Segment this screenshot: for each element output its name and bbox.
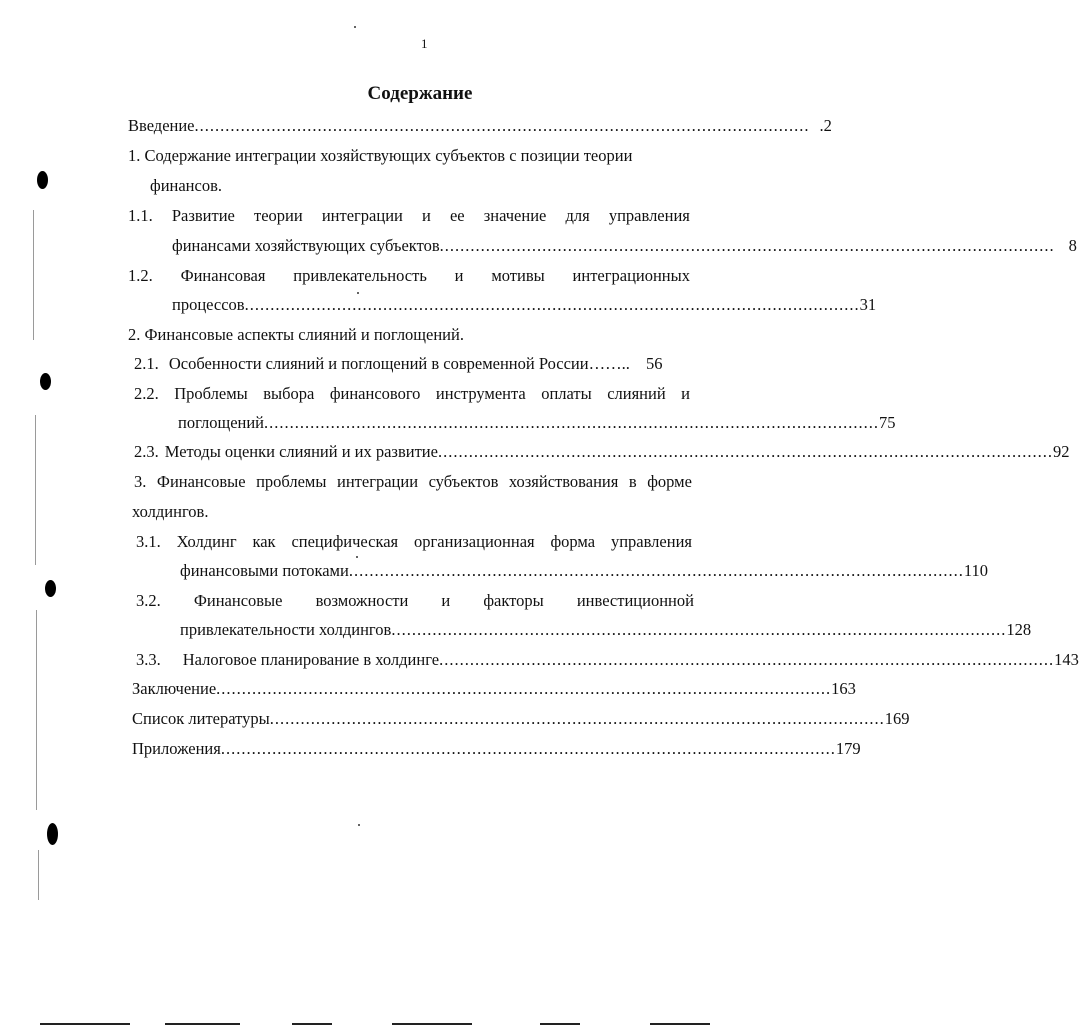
toc-word: ее	[449, 206, 465, 225]
toc-word: инвестиционной	[576, 591, 694, 610]
toc-chapter-3-cont: холдингов.	[132, 502, 209, 521]
scan-edge-line	[36, 610, 37, 810]
toc-word: и	[441, 591, 451, 610]
toc-leader: ........................................................................................................................	[216, 679, 832, 698]
toc-page: 179	[835, 739, 861, 758]
toc-word: как	[252, 532, 276, 551]
punch-hole-mark	[40, 373, 51, 390]
scan-speck	[357, 292, 359, 294]
toc-num: 2.2.	[134, 384, 159, 403]
toc-word: значение	[483, 206, 547, 225]
toc-label: Налоговое планирование в холдинге	[182, 650, 440, 669]
toc-word: управления	[608, 206, 690, 225]
toc-word: факторы	[483, 591, 544, 610]
toc-word: Развитие	[171, 206, 235, 225]
toc-word: форме	[647, 472, 692, 491]
toc-word: Финансовые	[193, 591, 283, 610]
toc-page: 110	[963, 561, 988, 580]
toc-page: 31	[859, 295, 877, 314]
toc-num: 2.1.	[134, 354, 159, 373]
toc-section-2-1	[134, 354, 662, 374]
toc-label: Приложения	[132, 739, 221, 758]
toc-word: управления	[610, 532, 692, 551]
toc-word: организационная	[414, 532, 535, 551]
toc-leader: ........................................................................................................................	[437, 442, 1053, 461]
toc-word: и	[681, 384, 690, 403]
toc-word: интеграционных	[572, 266, 690, 285]
toc-page: 75	[879, 413, 896, 432]
toc-leader: ........................................................................................................................	[348, 561, 964, 580]
toc-word: специфическая	[291, 532, 399, 551]
toc-num: 1.2.	[128, 266, 153, 285]
toc-word: и	[422, 206, 431, 225]
toc-section-3-1-cont	[180, 561, 988, 581]
toc-page: 163	[831, 679, 856, 698]
toc-label: Заключение	[132, 679, 217, 698]
toc-num: 3.1.	[136, 532, 161, 551]
toc-word: проблемы	[256, 472, 327, 491]
toc-leader: ........................................................................................................................	[391, 620, 1007, 639]
toc-leader: ........................................................................................................................	[194, 116, 810, 135]
toc-section-3-1	[136, 532, 692, 552]
toc-label: привлекательности холдингов	[180, 620, 392, 639]
toc-section-3-2-cont	[180, 620, 1032, 640]
toc-label: Особенности слияний и поглощений в современной России	[168, 354, 589, 373]
toc-section-1-2	[128, 266, 690, 286]
toc-word: возможности	[315, 591, 409, 610]
toc-page: 92	[1052, 442, 1070, 461]
punch-hole-mark	[47, 823, 58, 845]
page-title: Содержание	[367, 83, 473, 104]
toc-word: для	[565, 206, 590, 225]
toc-label: Введение	[128, 116, 195, 135]
toc-entry-conclusion	[132, 679, 856, 699]
toc-page: 143	[1054, 650, 1079, 669]
toc-label: финансовыми потоками	[180, 561, 349, 580]
toc-section-3-3	[136, 650, 1079, 670]
toc-word: финансового	[329, 384, 421, 403]
toc-word: теории	[254, 206, 303, 225]
toc-word: интеграции	[337, 472, 419, 491]
toc-word: хозяйствования	[508, 472, 619, 491]
toc-word: Финансовая	[180, 266, 266, 285]
toc-num: 3.2.	[136, 591, 161, 610]
toc-word: в	[628, 472, 637, 491]
toc-word: 3.	[134, 472, 147, 491]
toc-word: слияний	[607, 384, 666, 403]
toc-word: привлекательность	[293, 266, 427, 285]
toc-section-3-2	[136, 591, 694, 611]
toc-section-1-1	[128, 206, 690, 226]
toc-section-1-2-cont	[172, 295, 877, 315]
toc-label: поглощений	[178, 413, 265, 432]
scan-speck	[354, 26, 356, 28]
toc-chapter-2: 2. Финансовые аспекты слияний и поглощений.	[128, 325, 464, 344]
scan-edge-line	[38, 850, 39, 900]
toc-word: оплаты	[541, 384, 592, 403]
toc-label: Методы оценки слияний и их развитие	[164, 442, 438, 461]
scan-bottom-rule	[165, 1023, 240, 1025]
toc-label: процессов	[172, 295, 245, 314]
scan-bottom-rule	[392, 1023, 472, 1025]
scan-edge-line	[33, 210, 34, 340]
toc-page: 128	[1006, 620, 1032, 639]
toc-chapter-3	[134, 472, 692, 492]
scan-bottom-rule	[40, 1023, 130, 1025]
toc-word: инструмента	[435, 384, 526, 403]
scan-speck	[358, 824, 360, 826]
toc-entry-appendix	[132, 739, 861, 759]
toc-entry-literature	[132, 709, 910, 729]
punch-hole-mark	[45, 580, 56, 597]
toc-leader: ........................................................................................................................	[220, 739, 836, 758]
toc-section-2-2	[134, 384, 690, 404]
toc-word: субъектов	[428, 472, 499, 491]
toc-leader: ........................................................................................................................	[269, 709, 885, 728]
toc-num: 1.1.	[128, 206, 153, 225]
toc-word: мотивы	[491, 266, 545, 285]
scan-speck	[356, 556, 358, 558]
toc-page: 8	[1068, 236, 1077, 255]
toc-leader: ........................................................................................................................	[439, 236, 1055, 255]
toc-word: выбора	[263, 384, 315, 403]
scan-bottom-rule	[540, 1023, 580, 1025]
toc-chapter-1-cont: финансов.	[150, 176, 222, 195]
toc-page: 56	[645, 354, 663, 373]
toc-word: интеграции	[321, 206, 403, 225]
toc-leader: ........................................................................................................................	[264, 413, 880, 432]
toc-leader: ……..	[588, 354, 630, 373]
toc-section-2-2-cont	[178, 413, 896, 433]
toc-word: Холдинг	[176, 532, 237, 551]
toc-word: и	[454, 266, 464, 285]
toc-page: 169	[884, 709, 910, 728]
toc-num: 2.3.	[134, 442, 159, 461]
scan-edge-line	[35, 415, 36, 565]
toc-chapter-1: 1. Содержание интеграции хозяйствующих субъектов с позиции теории	[128, 146, 633, 165]
toc-section-2-3	[134, 442, 1070, 462]
toc-word: Финансовые	[156, 472, 246, 491]
toc-word: форма	[550, 532, 596, 551]
toc-label: Список литературы	[132, 709, 270, 728]
punch-hole-mark	[37, 171, 48, 189]
scan-bottom-rule	[650, 1023, 710, 1025]
toc-leader: ........................................................................................................................	[244, 295, 860, 314]
toc-entry-intro	[128, 116, 832, 136]
toc-label: финансами хозяйствующих субъектов	[172, 236, 440, 255]
toc-section-1-1-cont	[172, 236, 1077, 256]
scan-bottom-rule	[292, 1023, 332, 1025]
toc-leader: ........................................................................................................................	[439, 650, 1055, 669]
page-number: 1	[421, 36, 428, 51]
toc-page: .2	[819, 116, 832, 135]
toc-word: Проблемы	[174, 384, 248, 403]
toc-num: 3.3.	[136, 650, 161, 669]
